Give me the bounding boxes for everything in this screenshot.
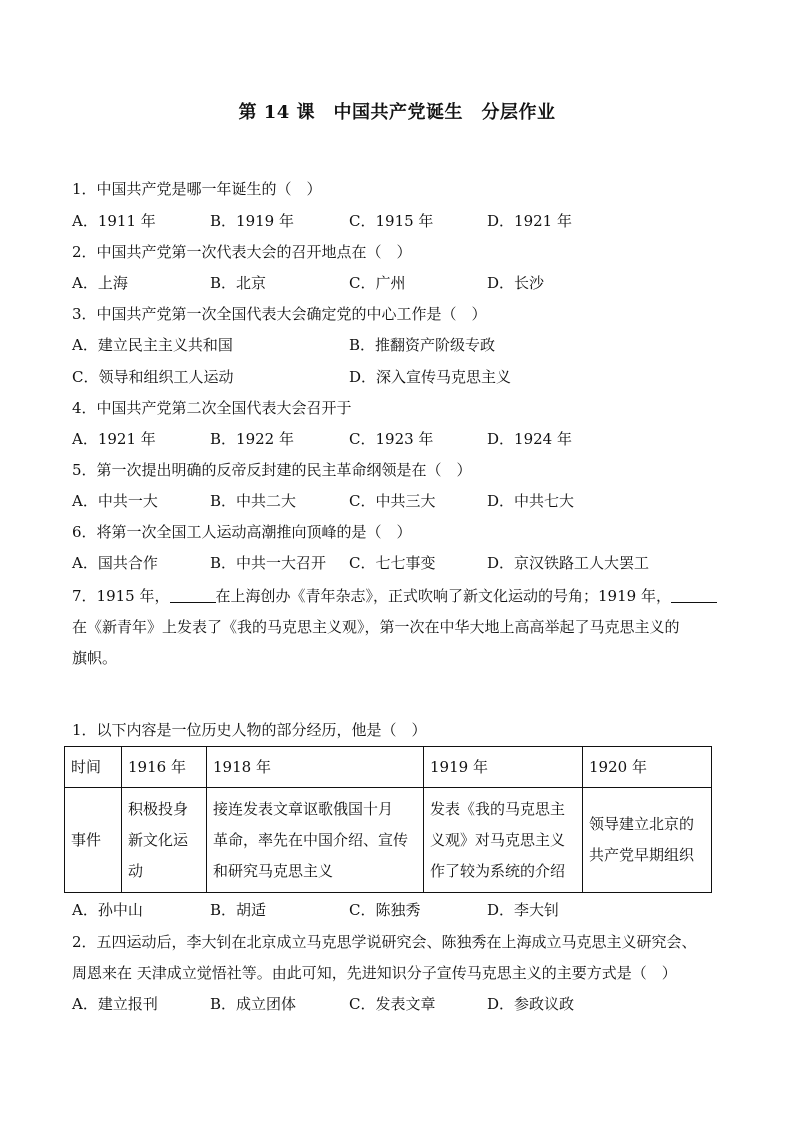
question-4-option-a: A．1921 年 — [72, 430, 156, 448]
question-6-option-b: B．中共一大召开 — [210, 554, 327, 572]
row-label-event: 事件 — [65, 788, 122, 893]
question-5-option-a: A．中共一大 — [72, 492, 158, 510]
question-5-option-b: B．中共二大 — [210, 492, 297, 510]
event-1916-line: 新文化运 — [128, 830, 189, 849]
section2-question-1-option-c: C．陈独秀 — [349, 901, 421, 919]
question-5-option-c: C．中共三大 — [349, 492, 436, 510]
table-header-row — [65, 747, 712, 788]
event-cell-1920 — [583, 788, 712, 893]
section2-question-1-stem: 1．以下内容是一位历史人物的部分经历，他是（ ） — [72, 721, 427, 739]
question-3-option-c: C．领导和组织工人运动 — [72, 368, 234, 386]
section2-question-1-option-b: B．胡适 — [210, 901, 267, 919]
table-event-row — [65, 788, 712, 893]
question-3-option-d: D．深入宣传马克思主义 — [349, 368, 512, 386]
fill-blank-2 — [671, 588, 717, 603]
question-2-option-a: A．上海 — [72, 274, 128, 292]
question-3-stem: 3．中国共产党第一次全国代表大会确定党的中心工作是（ ） — [72, 305, 487, 323]
question-7-part-2: 在上海创办《青年杂志》，正式吹响了新文化运动的号角；1919 年， — [215, 587, 671, 605]
event-1916-line: 积极投身 — [128, 799, 189, 818]
event-1920-line: 领导建立北京的 — [589, 815, 695, 833]
question-7-line-3: 旗帜。 — [72, 649, 118, 667]
section2-question-2-option-a: A．建立报刊 — [72, 995, 158, 1013]
header-cell-1919: 1919 年 — [424, 747, 583, 788]
event-1919-line: 发表《我的马克思主 — [430, 799, 566, 818]
header-cell-1920: 1920 年 — [583, 747, 712, 788]
section2-question-1-option-d: D．李大钊 — [487, 901, 560, 919]
question-7-line-1 — [72, 586, 717, 606]
question-2-stem: 2．中国共产党第一次代表大会的召开地点在（ ） — [72, 243, 412, 261]
event-1919-line: 义观》对马克思主义 — [430, 830, 566, 849]
event-1920-line: 共产党早期组织 — [589, 846, 695, 864]
question-6-option-d: D．京汉铁路工人大罢工 — [487, 554, 650, 572]
question-6-stem: 6．将第一次全国工人运动高潮推向顶峰的是（ ） — [72, 523, 412, 541]
header-cell-1918: 1918 年 — [207, 747, 424, 788]
question-3-option-a: A．建立民主主义共和国 — [72, 336, 233, 354]
event-1918-line: 接连发表文章讴歌俄国十月 — [213, 799, 394, 818]
event-cell-1919 — [424, 788, 583, 893]
question-4-option-b: B．1922 年 — [210, 430, 294, 448]
event-1918-line: 革命，率先在中国介绍、宣传 — [213, 830, 409, 849]
question-1-option-a: A．1911 年 — [72, 212, 156, 230]
question-6-option-c: C．七七事变 — [349, 554, 436, 572]
question-1-option-b: B．1919 年 — [210, 212, 294, 230]
question-1-option-c: C．1915 年 — [349, 212, 434, 230]
event-1916-line: 动 — [128, 861, 144, 880]
section2-question-2-option-b: B．成立团体 — [210, 995, 297, 1013]
question-1-option-d: D．1921 年 — [487, 212, 572, 230]
event-cell-1918 — [207, 788, 424, 893]
event-1918-line: 和研究马克思主义 — [213, 861, 334, 880]
question-7-part-1: 7．1915 年， — [72, 587, 170, 605]
header-cell-time: 时间 — [65, 747, 122, 788]
question-4-stem: 4．中国共产党第二次全国代表大会召开于 — [72, 399, 352, 417]
section2-question-2-line-1: 2．五四运动后，李大钊在北京成立马克思学说研究会、陈独秀在上海成立马克思主义研究会、 — [72, 933, 697, 951]
section2-question-2-option-c: C．发表文章 — [349, 995, 436, 1013]
header-cell-1916: 1916 年 — [122, 747, 207, 788]
history-timeline-table — [64, 746, 712, 893]
event-cell-1916 — [122, 788, 207, 893]
question-4-option-d: D．1924 年 — [487, 430, 572, 448]
section2-question-2-option-d: D．参政议政 — [487, 995, 575, 1013]
page-title: 第 14 课 中国共产党诞生 分层作业 — [238, 102, 556, 123]
question-3-option-b: B．推翻资产阶级专政 — [349, 336, 496, 354]
question-2-option-c: C．广州 — [349, 274, 406, 292]
question-7-line-2: 在《新青年》上发表了《我的马克思主义观》，第一次在中华大地上高高举起了马克思主义的 — [72, 618, 680, 636]
question-6-option-a: A．国共合作 — [72, 554, 158, 572]
question-4-option-c: C．1923 年 — [349, 430, 434, 448]
event-1919-line: 作了较为系统的介绍 — [430, 861, 566, 880]
question-2-option-b: B．北京 — [210, 274, 267, 292]
fill-blank-1 — [170, 588, 216, 603]
question-5-stem: 5．第一次提出明确的反帝反封建的民主革命纲领是在（ ） — [72, 461, 472, 479]
question-5-option-d: D．中共七大 — [487, 492, 575, 510]
question-1-stem: 1．中国共产党是哪一年诞生的（ ） — [72, 180, 322, 198]
section2-question-2-line-2: 周恩来在 天津成立觉悟社等。由此可知，先进知识分子宣传马克思主义的主要方式是（ ） — [72, 964, 677, 982]
question-2-option-d: D．长沙 — [487, 274, 545, 292]
section2-question-1-option-a: A．孙中山 — [72, 901, 143, 919]
